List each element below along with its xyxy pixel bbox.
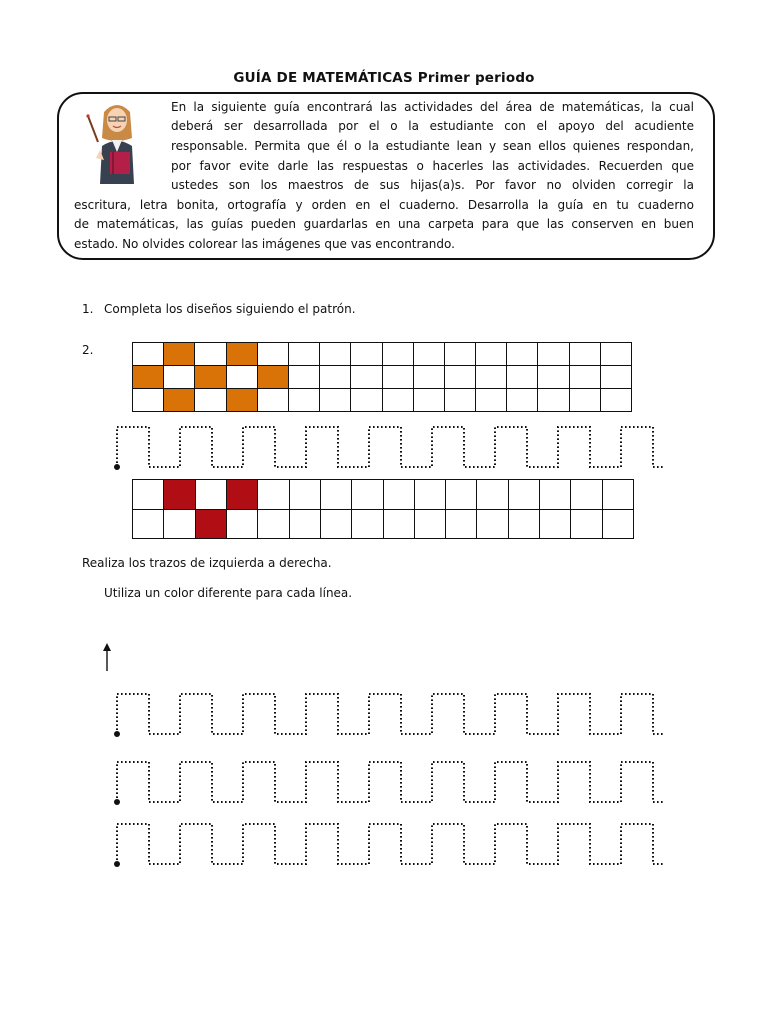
grid-cell-empty [476,343,507,366]
grid-cell-empty [446,480,477,510]
teacher-illustration [84,98,150,184]
grid-cell-empty [195,389,226,412]
grid-cell-filled [133,366,164,389]
grid-cell-empty [602,480,633,510]
grid-cell-empty [476,389,507,412]
grid-cell-empty [446,509,477,539]
grid-cell-empty [133,343,164,366]
start-dot [114,731,120,737]
grid-cell-filled [164,389,195,412]
grid-cell-empty [538,343,569,366]
grid-cell-empty [164,366,195,389]
pattern-grid-orange [132,342,632,412]
grid-cell-empty [507,366,538,389]
grid-cell-empty [600,389,631,412]
grid-cell-empty [508,480,539,510]
grid-cell-empty [507,343,538,366]
instruction-trace-direction: Realiza los trazos de izquierda a derecha. [82,556,332,570]
grid-cell-empty [320,509,351,539]
item-1-text: Completa los diseños siguiendo el patrón. [104,302,356,316]
dotted-trace-line [108,818,664,870]
grid-cell-empty [477,509,508,539]
grid-cell-empty [288,343,319,366]
grid-cell-empty [195,480,226,510]
grid-cell-empty [257,343,288,366]
grid-cell-empty [413,389,444,412]
grid-cell-empty [133,480,164,510]
grid-cell-filled [164,343,195,366]
pattern-grid-red [132,479,634,539]
grid-cell-empty [288,389,319,412]
grid-cell-empty [600,343,631,366]
intro-line-7: de matemáticas, las guías pueden guardarlas en una carpeta para que las conserven en buen [74,217,694,231]
grid-cell-empty [571,509,602,539]
grid-cell-empty [538,389,569,412]
grid-cell-filled [226,389,257,412]
dotted-path [117,427,664,467]
grid-cell-empty [444,343,475,366]
instruction-use-colors: Utiliza un color diferente para cada línea. [104,586,353,600]
up-arrow-icon [100,642,114,672]
dotted-path [117,762,664,802]
grid-cell-empty [289,480,320,510]
grid-cell-empty [571,480,602,510]
grid-cell-empty [288,366,319,389]
dotted-path [117,824,664,864]
grid-cell-empty [508,509,539,539]
dotted-trace-line [108,756,664,808]
item-1-number: 1. [82,302,94,316]
grid-cell-empty [444,366,475,389]
grid-cell-empty [476,366,507,389]
grid-cell-empty [226,366,257,389]
grid-cell-empty [258,480,289,510]
grid-cell-empty [195,343,226,366]
grid-cell-empty [602,509,633,539]
grid-cell-filled [226,343,257,366]
intro-line-5: ustedes son los maestros de sus hijas(a)s. Por favor no olviden corregir la [171,178,694,192]
grid-cell-filled [195,509,226,539]
grid-cell-empty [382,343,413,366]
dotted-trace-line [108,686,664,742]
grid-cell-empty [540,480,571,510]
intro-line-3: responsable. Permita que él o la estudiante lean y sean ellos quienes respondan, [171,139,694,153]
grid-cell-empty [540,509,571,539]
grid-cell-empty [351,343,382,366]
grid-cell-empty [507,389,538,412]
grid-cell-empty [383,480,414,510]
grid-cell-empty [320,389,351,412]
start-dot [114,799,120,805]
grid-cell-empty [351,389,382,412]
grid-cell-empty [600,366,631,389]
item-2-number: 2. [82,343,94,357]
grid-cell-empty [351,366,382,389]
dotted-trace-line [108,420,664,476]
grid-cell-empty [383,509,414,539]
grid-cell-empty [414,480,445,510]
grid-cell-empty [352,480,383,510]
grid-cell-empty [569,366,600,389]
grid-cell-filled [195,366,226,389]
page-title: GUÍA DE MATEMÁTICAS Primer periodo [233,70,535,86]
grid-cell-empty [320,480,351,510]
grid-cell-empty [444,389,475,412]
intro-line-4: por favor evite darle las respuestas o hacerles las actividades. Recuerden que [171,159,694,173]
grid-cell-empty [226,509,257,539]
grid-cell-empty [289,509,320,539]
grid-cell-empty [538,366,569,389]
intro-line-2: deberá ser desarrollada por el o la estudiante con el apoyo del acudiente [171,119,694,133]
grid-cell-empty [413,343,444,366]
grid-cell-empty [320,343,351,366]
grid-cell-empty [569,389,600,412]
grid-cell-empty [477,480,508,510]
grid-cell-empty [133,389,164,412]
start-dot [114,861,120,867]
grid-cell-empty [164,509,195,539]
grid-cell-empty [414,509,445,539]
intro-line-1: En la siguiente guía encontrará las actividades del área de matemáticas, la cual [171,100,694,114]
grid-cell-empty [382,389,413,412]
grid-cell-empty [133,509,164,539]
dotted-path [117,694,664,734]
intro-line-6: escritura, letra bonita, ortografía y orden en el cuaderno. Desarrolla la guía en tu cuaderno [74,198,694,212]
grid-cell-filled [164,480,195,510]
grid-cell-empty [569,343,600,366]
grid-cell-empty [258,509,289,539]
start-dot [114,464,120,470]
grid-cell-empty [413,366,444,389]
grid-cell-filled [257,366,288,389]
grid-cell-empty [382,366,413,389]
grid-cell-empty [352,509,383,539]
grid-cell-empty [320,366,351,389]
grid-cell-empty [257,389,288,412]
grid-cell-filled [226,480,257,510]
intro-line-8: estado. No olvides colorear las imágenes que vas encontrando. [74,237,455,251]
